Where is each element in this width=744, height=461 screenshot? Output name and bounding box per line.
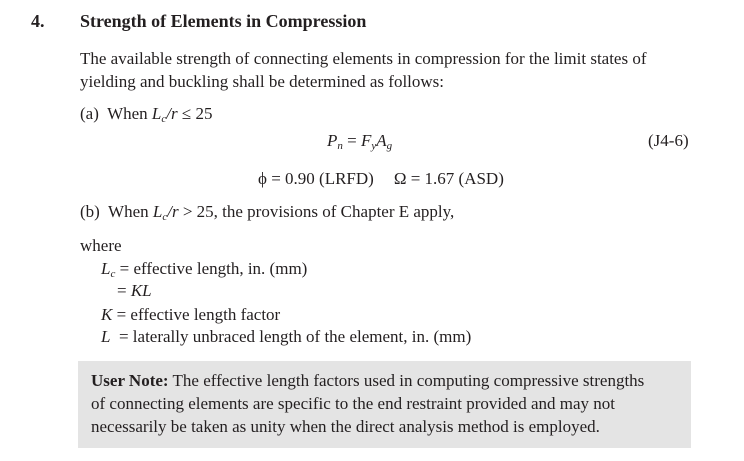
- equation-j4-6: $P_n = F_yA_g$: [327, 131, 393, 152]
- case-b-when: When: [108, 202, 149, 221]
- user-note-label: User Note:: [91, 371, 169, 390]
- resistance-factors: [258, 169, 504, 189]
- equation-number: (J4-6): [648, 131, 689, 150]
- case-b-condition: > 25, the provisions of Chapter E apply,: [182, 202, 455, 221]
- case-b-label: (b): [80, 202, 100, 221]
- definition-lc-kl: = KL: [117, 281, 152, 300]
- where-label: where: [80, 236, 122, 255]
- section-title: Strength of Elements in Compression: [80, 11, 367, 31]
- intro-line-2: yielding and buckling shall be determined as follows:: [80, 72, 445, 91]
- intro-line-1: The available strength of connecting elements in compression for the limit states of: [80, 49, 647, 68]
- case-b-ratio: $L_c/r$: [152, 202, 179, 223]
- case-b: [80, 202, 454, 222]
- phi-lrfd: ϕ = 0.90 (LRFD): [258, 169, 374, 188]
- case-a-condition: ≤ 25: [181, 104, 213, 123]
- omega-asd: Ω = 1.67 (ASD): [393, 169, 504, 188]
- user-note-box: [78, 361, 691, 448]
- definition-lc: $L_c$ = effective length, in. (mm): [101, 259, 308, 280]
- definition-l: L = laterally unbraced length of the element, in. (mm): [101, 327, 472, 346]
- case-a: [80, 104, 212, 124]
- user-note-text: User Note: The effective length factors used in computing compressive strengths of connecting elements are specific to the end restraint provided and may not necessarily be taken as unity when the direct analysis method is employed.: [91, 371, 645, 436]
- definition-k: K = effective length factor: [101, 305, 281, 324]
- section-number: 4.: [31, 11, 45, 31]
- intro-paragraph: [80, 47, 695, 93]
- case-a-label: (a): [80, 104, 99, 123]
- case-a-when: When: [107, 104, 148, 123]
- case-a-ratio: $L_c/r$: [151, 104, 178, 125]
